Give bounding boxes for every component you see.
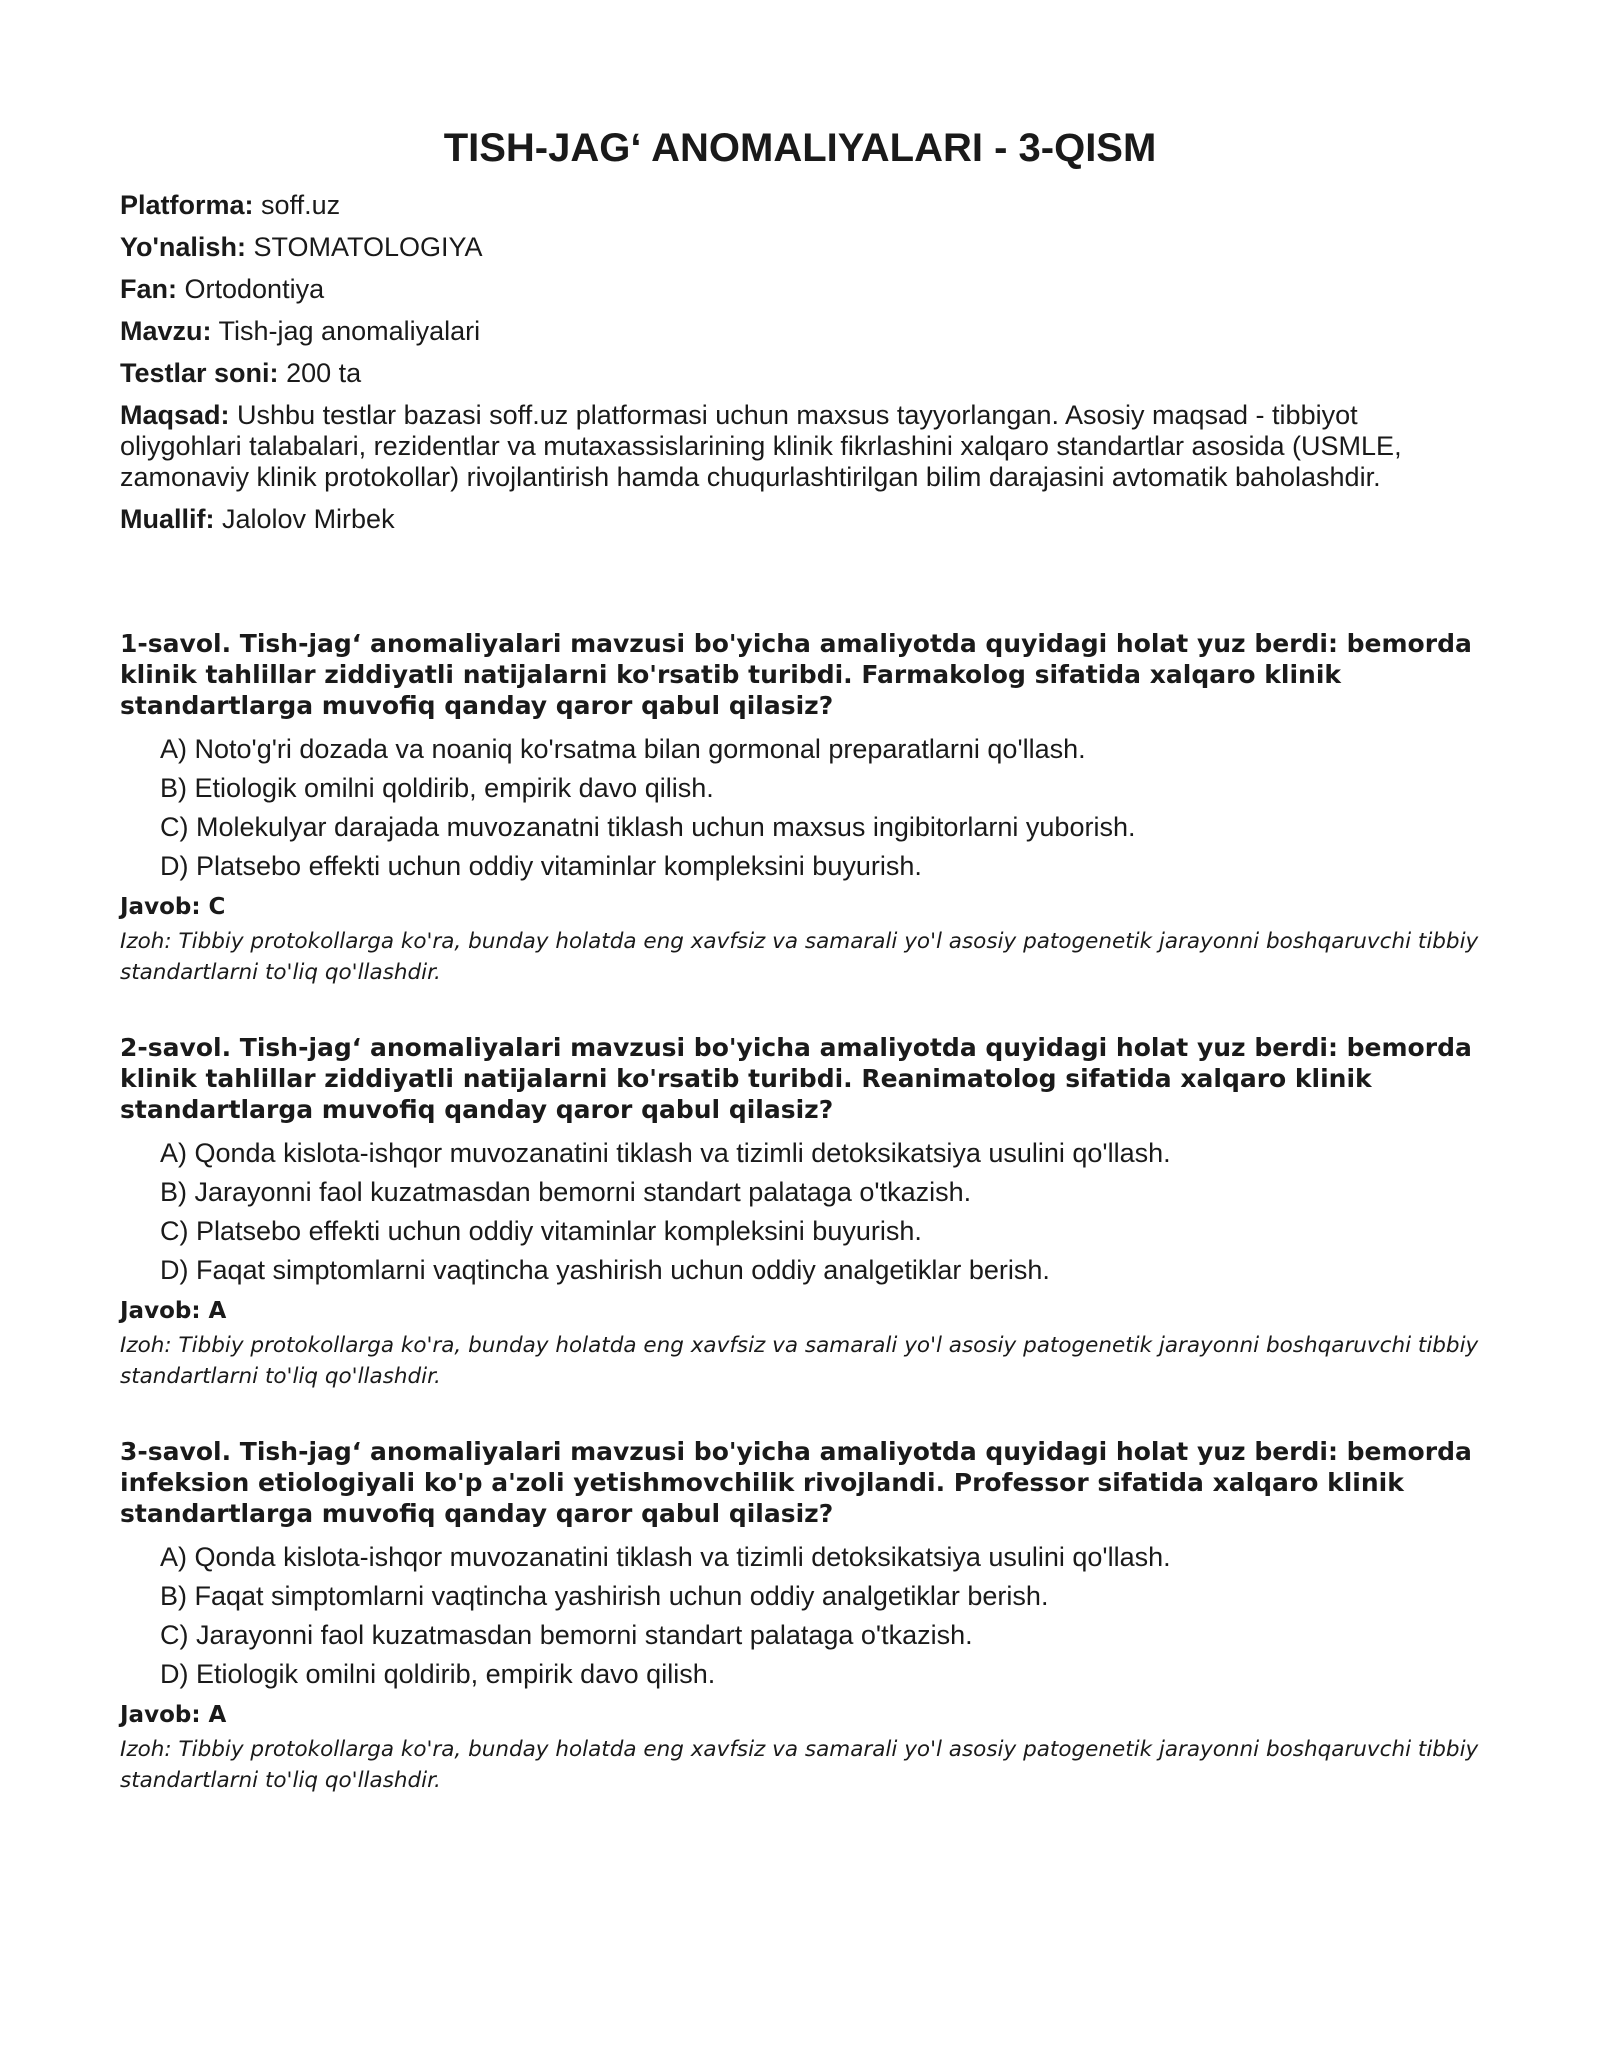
- option-a: A) Qonda kislota-ishqor muvozanatini tiklash va tizimli detoksikatsiya usulini qo'llash.: [160, 1542, 1171, 1572]
- question-text: 3-savol. Tish-jag‘ anomaliyalari mavzusi bo'yicha amaliyotda quyidagi holat yuz berdi: bemorda infeksion etiologiyali ko'p a'zoli yetishmovchilik rivojlandi. Professor sifatida xalqaro klinik standartlarga muvofiq qanday qaror qabul qilasiz?: [120, 1437, 1472, 1528]
- answer-key: Javob: C: [120, 894, 226, 920]
- answer-key: Javob: A: [120, 1298, 227, 1324]
- option-c: C) Jarayonni faol kuzatmasdan bemorni standart palataga o'tkazish.: [160, 1620, 973, 1650]
- meta-author: [120, 504, 1480, 535]
- meta-key: Mavzu:: [120, 316, 212, 346]
- meta-key: Fan:: [120, 274, 177, 304]
- section-spacer: [120, 546, 1480, 628]
- meta-topic: [120, 316, 1480, 347]
- question-1: [120, 628, 1480, 988]
- question-2: [120, 1032, 1480, 1392]
- option-c: C) Molekulyar darajada muvozanatni tiklash uchun maxsus ingibitorlarni yuborish.: [160, 812, 1136, 842]
- meta-value: 200 ta: [286, 358, 362, 388]
- answer-key: Javob: A: [120, 1702, 227, 1728]
- answer-options: [120, 730, 1480, 886]
- meta-value: soff.uz: [261, 190, 341, 220]
- meta-key: Yo'nalish:: [120, 232, 246, 262]
- explanation: Izoh: Tibbiy protokollarga ko'ra, bunday holatda eng xavfsiz va samarali yo'l asosiy patogenetik jarayonni boshqaruvchi tibbiy standartlarni to'liq qo'llashdir.: [120, 1333, 1479, 1389]
- meta-key: Platforma:: [120, 190, 254, 220]
- option-b: B) Etiologik omilni qoldirib, empirik davo qilish.: [160, 773, 714, 803]
- question-text: 1-savol. Tish-jag‘ anomaliyalari mavzusi bo'yicha amaliyotda quyidagi holat yuz berdi: bemorda klinik tahlillar ziddiyatli natijalarni ko'rsatib turibdi. Farmakolog sifatida xalqaro klinik standartlarga muvofiq qanday qaror qabul qilasiz?: [120, 629, 1472, 720]
- answer-options: [120, 1538, 1480, 1694]
- meta-test-count: [120, 358, 1480, 389]
- meta-key: Maqsad:: [120, 400, 230, 430]
- meta-value: Ushbu testlar bazasi soff.uz platformasi uchun maxsus tayyorlangan. Asosiy maqsad - tibbiyot oliygohlari talabalari, rezidentlar va mutaxassislarining klinik fikrlashini xalqaro standartlar asosida (USMLE, zamonaviy klinik protokollar) rivojlantirish hamda chuqurlashtirilgan bilim darajasini avtomatik baholashdir.: [120, 400, 1402, 492]
- option-c: C) Platsebo effekti uchun oddiy vitaminlar kompleksini buyurish.: [160, 1216, 922, 1246]
- document-title: TISH-JAG‘ ANOMALIYALARI - 3-QISM: [443, 126, 1157, 170]
- explanation: Izoh: Tibbiy protokollarga ko'ra, bunday holatda eng xavfsiz va samarali yo'l asosiy patogenetik jarayonni boshqaruvchi tibbiy standartlarni to'liq qo'llashdir.: [120, 929, 1479, 985]
- question-text: 2-savol. Tish-jag‘ anomaliyalari mavzusi bo'yicha amaliyotda quyidagi holat yuz berdi: bemorda klinik tahlillar ziddiyatli natijalarni ko'rsatib turibdi. Reanimatolog sifatida xalqaro klinik standartlarga muvofiq qanday qaror qabul qilasiz?: [120, 1033, 1472, 1124]
- option-b: B) Faqat simptomlarni vaqtincha yashirish uchun oddiy analgetiklar berish.: [160, 1581, 1049, 1611]
- meta-key: Muallif:: [120, 504, 215, 534]
- meta-platform: [120, 190, 1480, 221]
- answer-options: [120, 1134, 1480, 1290]
- option-a: A) Noto'g'ri dozada va noaniq ko'rsatma bilan gormonal preparatlarni qo'llash.: [160, 734, 1086, 764]
- option-d: D) Faqat simptomlarni vaqtincha yashirish uchun oddiy analgetiklar berish.: [160, 1255, 1050, 1285]
- explanation: Izoh: Tibbiy protokollarga ko'ra, bunday holatda eng xavfsiz va samarali yo'l asosiy patogenetik jarayonni boshqaruvchi tibbiy standartlarni to'liq qo'llashdir.: [120, 1737, 1479, 1793]
- meta-value: Jalolov Mirbek: [222, 504, 395, 534]
- option-a: A) Qonda kislota-ishqor muvozanatini tiklash va tizimli detoksikatsiya usulini qo'llash.: [160, 1138, 1171, 1168]
- meta-value: Tish-jag anomaliyalari: [218, 316, 481, 346]
- option-b: B) Jarayonni faol kuzatmasdan bemorni standart palataga o'tkazish.: [160, 1177, 972, 1207]
- option-d: D) Etiologik omilni qoldirib, empirik davo qilish.: [160, 1659, 716, 1689]
- document-page: [120, 118, 1480, 1840]
- meta-direction: [120, 232, 1480, 263]
- question-3: [120, 1436, 1480, 1796]
- meta-value: Ortodontiya: [184, 274, 325, 304]
- option-d: D) Platsebo effekti uchun oddiy vitaminlar kompleksini buyurish.: [160, 851, 922, 881]
- document-meta: [120, 190, 1480, 535]
- meta-value: STOMATOLOGIYA: [253, 232, 483, 262]
- meta-purpose: [120, 400, 1480, 493]
- meta-key: Testlar soni:: [120, 358, 279, 388]
- meta-subject: [120, 274, 1480, 305]
